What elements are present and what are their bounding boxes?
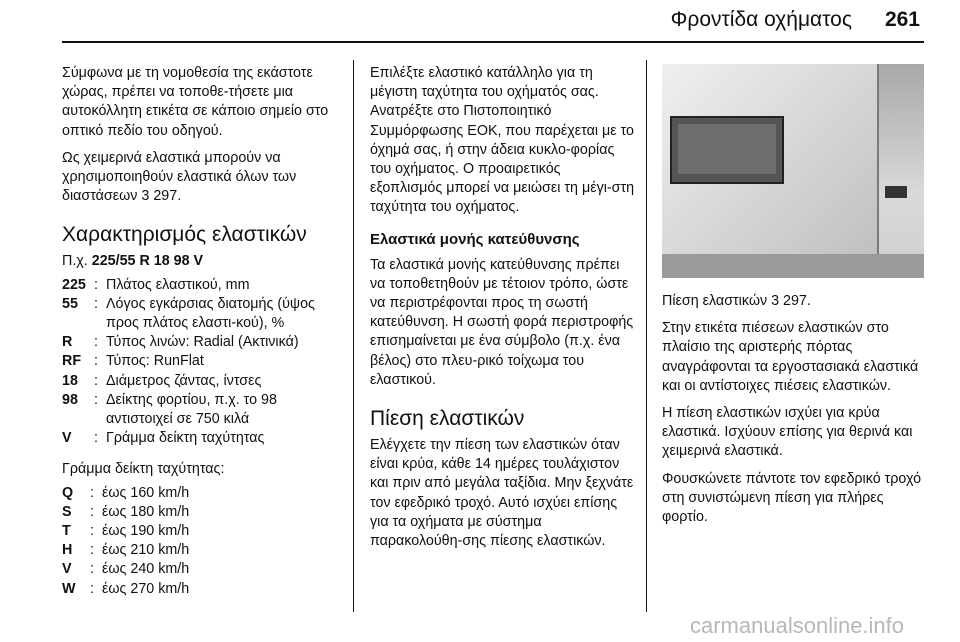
section-heading-directional-tyres: Ελαστικά μονής κατεύθυνσης	[370, 230, 580, 248]
speed-index-row	[62, 541, 338, 560]
speed-index-key: T	[62, 523, 71, 540]
column-divider-1	[353, 60, 354, 612]
designation-code-row	[62, 391, 338, 429]
column-middle	[370, 64, 636, 559]
header-rule	[62, 41, 924, 43]
pillar-plate-image	[885, 186, 907, 198]
designation-code-row	[62, 372, 338, 391]
header-title: Φροντίδα οχήματος	[670, 8, 852, 31]
colon-separator: :	[94, 353, 98, 370]
column-left	[62, 64, 338, 599]
designation-code-key: 225	[62, 276, 86, 293]
designation-code-list	[62, 276, 338, 449]
example-prefix: Π.χ.	[62, 253, 92, 270]
watermark: carmanualsonline.info	[690, 613, 905, 638]
colon-separator: :	[90, 580, 94, 597]
designation-code-key: V	[62, 430, 72, 447]
designation-code-row	[62, 276, 338, 295]
speed-index-value: έως 270 km/h	[102, 580, 190, 597]
speed-index-value: έως 180 km/h	[102, 503, 190, 520]
colon-separator: :	[90, 503, 94, 520]
colon-separator: :	[94, 334, 98, 351]
speed-index-row	[62, 503, 338, 522]
paragraph-label-location: Στην ετικέτα πιέσεων ελαστικών στο πλαίσιο της αριστερής πόρτας αναγράφονται τα εργοστασιακά ελαστικά και οι αντίστοιχες πιέσεις ελαστικών.	[662, 320, 919, 394]
designation-code-value: Πλάτος ελαστικού, mm	[106, 276, 250, 293]
designation-code-key: 55	[62, 295, 78, 312]
colon-separator: :	[94, 391, 98, 408]
speed-index-key: Q	[62, 484, 74, 501]
speed-index-value: έως 240 km/h	[102, 561, 190, 578]
speed-index-key: S	[62, 503, 72, 520]
designation-code-value: Τύπος: RunFlat	[106, 353, 204, 370]
speed-index-key: V	[62, 561, 72, 578]
designation-code-row	[62, 295, 338, 333]
paragraph-pressure-check: Ελέγχετε την πίεση των ελαστικών όταν είναι κρύα, κάθε 14 ημέρες τουλάχιστον και πριν από μεγάλα ταξίδια. Μην ξεχνάτε τον εφεδρικό τροχό. Αυτό ισχύει επίσης για τα οχήματα με σύστημα παρακολούθη-σης πίεσης ελαστικών.	[370, 437, 634, 550]
speed-index-key: W	[62, 580, 76, 597]
designation-code-key: R	[62, 334, 73, 351]
colon-separator: :	[94, 295, 98, 312]
tyre-pressure-label-image	[670, 116, 784, 184]
speed-index-intro: Γράμμα δείκτη ταχύτητας:	[62, 461, 225, 478]
designation-code-value: Λόγος εγκάρσιας διατομής (ύψος προς πλάτος ελαστι-κού), %	[106, 295, 315, 332]
designation-code-row	[62, 333, 338, 352]
speed-index-value: έως 160 km/h	[102, 484, 190, 501]
colon-separator: :	[90, 561, 94, 578]
colon-separator: :	[90, 523, 94, 540]
paragraph-cold-tyres: Η πίεση ελαστικών ισχύει για κρύα ελαστικά. Ισχύουν επίσης για θερινά και χειμερινά ελαστικά.	[662, 405, 913, 460]
designation-code-key: RF	[62, 353, 82, 370]
speed-index-row	[62, 484, 338, 503]
designation-code-row	[62, 429, 338, 448]
section-heading-tyre-pressure: Πίεση ελαστικών	[370, 407, 525, 431]
speed-index-row	[62, 522, 338, 541]
paragraph-directional-tyres: Τα ελαστικά μονής κατεύθυνσης πρέπει να τοποθετηθούν με τέτοιον τρόπο, ώστε να περιστρέφονται προς τη σωστή κατεύθυνση. Η σωστή φορά περιστροφής επισημαίνεται με ένα σύμβολο (π.χ. ένα βέλος) στο πλευ-ρικό τοίχωμα του ελαστικού.	[370, 256, 634, 388]
designation-code-value: Διάμετρος ζάντας, ίντσες	[106, 372, 262, 389]
designation-code-key: 18	[62, 372, 78, 389]
speed-index-key: H	[62, 542, 73, 559]
colon-separator: :	[94, 372, 98, 389]
designation-code-value: Τύπος λινών: Radial (Ακτινικά)	[106, 334, 299, 351]
paragraph-spare-wheel: Φουσκώνετε πάντοτε τον εφεδρικό τροχό στη συνιστώμενη πίεση για πλήρες φορτίο.	[662, 470, 922, 526]
designation-example	[62, 252, 338, 271]
section-heading-tyre-designation: Χαρακτηρισμός ελαστικών	[62, 223, 307, 247]
colon-separator: :	[94, 276, 98, 293]
paragraph-winter-tyres: Ως χειμερινά ελαστικά μπορούν να χρησιμοποιηθούν ελαστικά όλων των διαστάσεων 3 297.	[62, 149, 297, 205]
page-number: 261	[884, 8, 920, 31]
column-divider-2	[646, 60, 647, 612]
colon-separator: :	[94, 430, 98, 447]
column-right	[662, 64, 924, 535]
designation-code-row	[62, 352, 338, 371]
speed-index-row	[62, 580, 338, 599]
speed-index-list	[62, 484, 338, 599]
colon-separator: :	[90, 542, 94, 559]
speed-index-value: έως 190 km/h	[102, 523, 190, 540]
door-sill-image	[662, 254, 924, 278]
example-code: 225/55 R 18 98 V	[91, 253, 204, 270]
door-pillar-tyre-label-photo	[662, 64, 924, 278]
speed-index-row	[62, 560, 338, 579]
designation-code-value: Γράμμα δείκτη ταχύτητας	[106, 430, 265, 447]
speed-index-value: έως 210 km/h	[102, 542, 190, 559]
colon-separator: :	[90, 484, 94, 501]
paragraph-sticker: Σύμφωνα με τη νομοθεσία της εκάστοτε χώρας, πρέπει να τοποθε-τήσετε μια αυτοκόλλητη ετικέτα σε κάποιο σημείο στο οπτικό πεδίο του οδηγού.	[62, 65, 329, 139]
paragraph-pressure-ref: Πίεση ελαστικών 3 297.	[662, 293, 811, 309]
paragraph-max-speed: Επιλέξτε ελαστικό κατάλληλο για τη μέγιστη ταχύτητα του οχήματός σας. Ανατρέξτε στο Πιστοποιητικό Συμμόρφωσης ΕΟΚ, που παρέχεται με το όχημά σας, ή στην άδεια κυκλο-φορίας του οχήματος. Ο προαιρετικός εξοπλισμός μπορεί να μειώσει τη μέγι-στη ταχύτητα του οχήματος.	[370, 65, 635, 216]
designation-code-key: 98	[62, 391, 78, 408]
designation-code-value: Δείκτης φορτίου, π.χ. το 98 αντιστοιχεί σε 750 κιλά	[106, 391, 277, 428]
